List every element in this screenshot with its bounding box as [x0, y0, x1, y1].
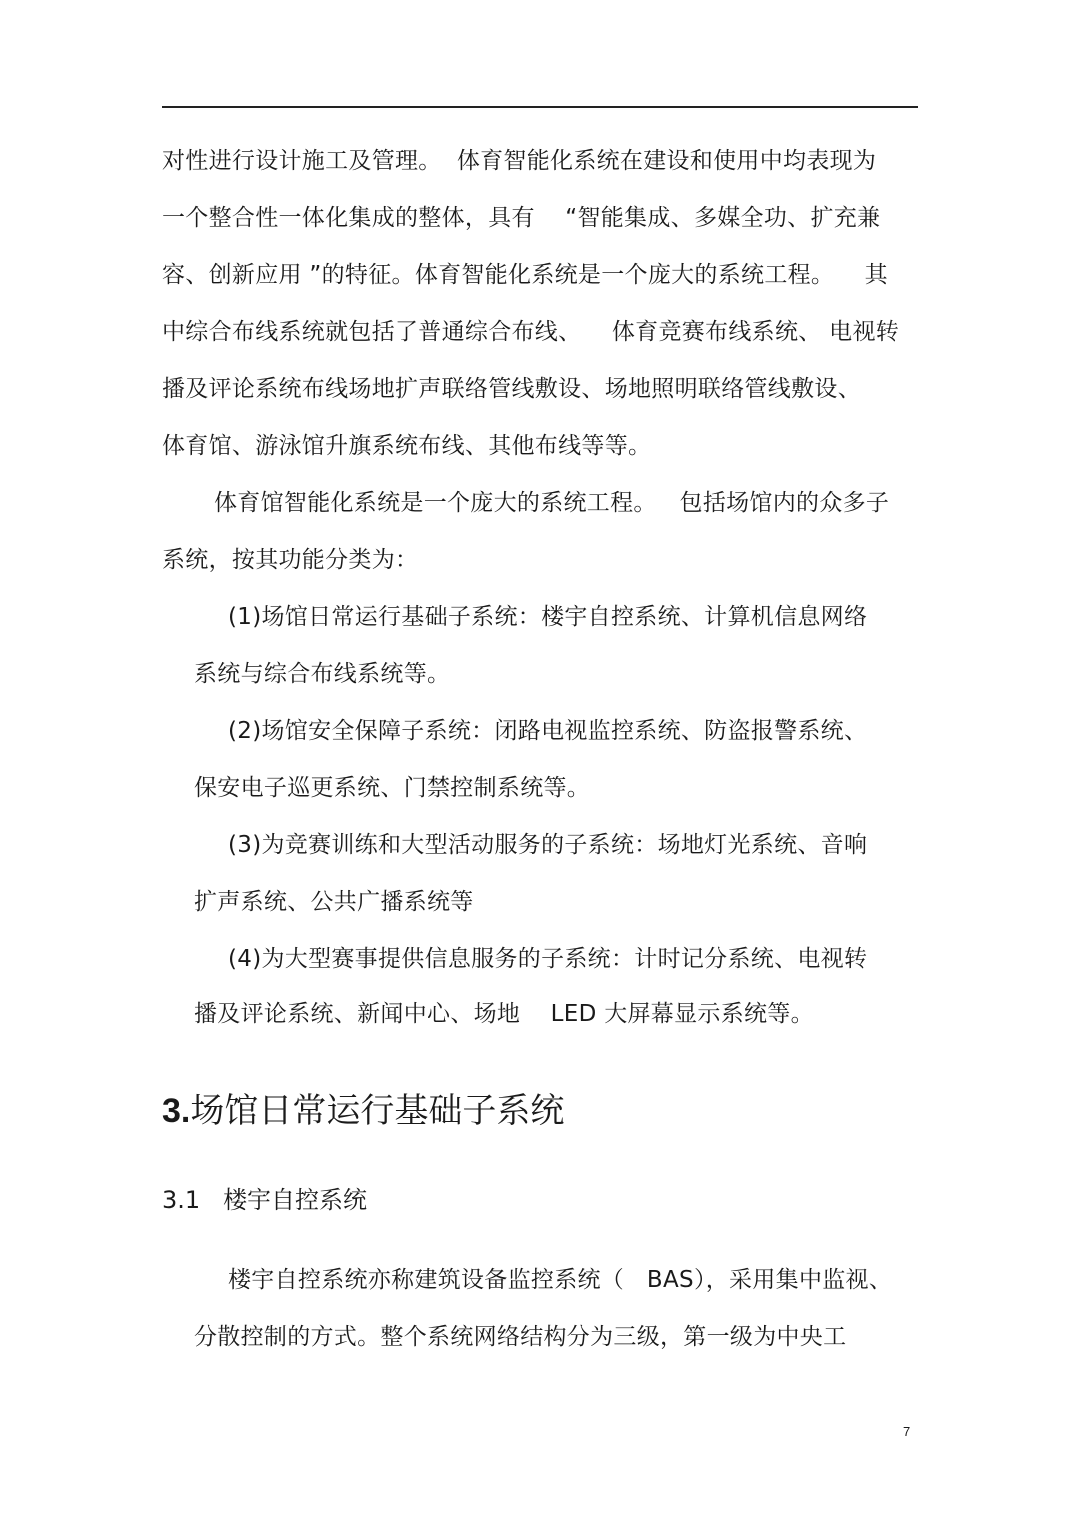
list-item-line: 保安电子巡更系统、门禁控制系统等。: [194, 775, 591, 801]
paragraph3-line: 分散控制的方式。整个系统网络结构分为三级，第一级为中央工: [194, 1324, 847, 1350]
subsection-number: 3.1: [162, 1186, 201, 1214]
paragraph1-line: 容、创新应用 ”的特征。体育智能化系统是一个庞大的系统工程。 其: [162, 262, 888, 288]
page-number: 7: [903, 1424, 911, 1439]
list-item-line: (4)为大型赛事提供信息服务的子系统：计时记分系统、电视转: [228, 946, 868, 972]
list-item-line: 播及评论系统、新闻中心、场地 LED 大屏幕显示系统等。: [194, 1001, 814, 1027]
list-item-line: 系统与综合布线系统等。: [194, 661, 451, 687]
list-item-line: 扩声系统、公共广播系统等: [194, 889, 474, 915]
subsection-heading: [162, 1185, 367, 1215]
paragraph1-line: 中综合布线系统就包括了普通综合布线、 体育竞赛布线系统、 电视转: [162, 319, 900, 345]
paragraph2-line: 系统，按其功能分类为：: [162, 547, 419, 573]
paragraph1-line: 播及评论系统布线场地扩声联络管线敷设、场地照明联络管线敷设、: [162, 376, 861, 402]
paragraph1-line: 体育馆、游泳馆升旗系统布线、其他布线等等。: [162, 433, 652, 459]
list-item-line: (3)为竞赛训练和大型活动服务的子系统：场地灯光系统、音响: [228, 832, 868, 858]
section-title: 场馆日常运行基础子系统: [190, 1091, 565, 1131]
paragraph1-line: 一个整合性一体化集成的整体，具有 “智能集成、多媒全功、扩充兼: [162, 205, 881, 231]
header-rule: [162, 106, 918, 108]
list-item-line: (2)场馆安全保障子系统：闭路电视监控系统、防盗报警系统、: [228, 718, 868, 744]
paragraph1-line: 对性进行设计施工及管理。 体育智能化系统在建设和使用中均表现为: [162, 148, 877, 174]
paragraph2-line: 体育馆智能化系统是一个庞大的系统工程。 包括场馆内的众多子: [214, 490, 890, 516]
section-number: 3.: [162, 1092, 191, 1130]
paragraph3-line: 楼宇自控系统亦称建筑设备监控系统（ BAS），采用集中监视、: [228, 1267, 893, 1293]
list-item-line: (1)场馆日常运行基础子系统：楼宇自控系统、计算机信息网络: [228, 604, 868, 630]
section-heading: [162, 1090, 564, 1132]
subsection-title: 楼宇自控系统: [223, 1186, 368, 1214]
